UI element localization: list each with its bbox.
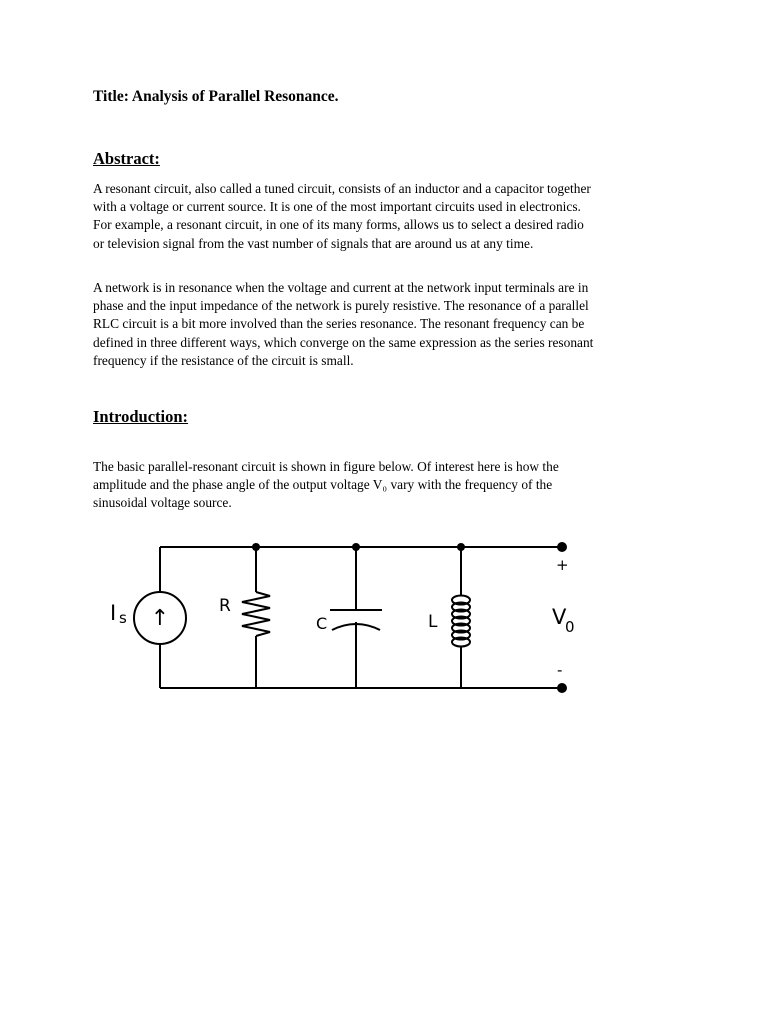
minus-terminal-label: - (557, 661, 563, 679)
output-voltage-label: V (552, 605, 567, 629)
text-line: RLC circuit is a bit more involved than the series resonance. The resonant frequency can be (93, 316, 585, 332)
text-line: sinusoidal voltage source. (93, 495, 232, 511)
source-label: I (110, 601, 117, 625)
text-line: with a voltage or current source. It is one of the most important circuits used in electronics. (93, 199, 581, 215)
inductor-label: L (428, 612, 438, 632)
abstract-heading: Abstract: (93, 149, 160, 168)
abstract-paragraph-2 (93, 279, 683, 370)
text-line: defined in three different ways, which converge on the same expression as the series resonant (93, 334, 594, 350)
output-terminal-negative (557, 683, 567, 693)
source-arrow-icon: ↑ (150, 606, 170, 631)
plus-terminal-label: + (556, 556, 569, 574)
abstract-paragraph-1 (93, 180, 683, 253)
text-line: amplitude and the phase angle of the output voltage V₀ vary with the frequency of the (93, 477, 553, 493)
junction-node (457, 543, 465, 551)
text-line: phase and the input impedance of the network is purely resistive. The resonance of a parallel (93, 298, 589, 314)
junction-node (252, 543, 260, 551)
parallel-rlc-circuit-diagram (0, 530, 768, 710)
text-line: or television signal from the vast number of signals that are around us at any time. (93, 235, 534, 251)
page-title: Title: Analysis of Parallel Resonance. (93, 88, 339, 105)
text-line: frequency if the resistance of the circuit is small. (93, 352, 354, 368)
output-voltage-subscript: 0 (565, 618, 575, 636)
source-label-subscript: s (119, 609, 127, 627)
text-line: A resonant circuit, also called a tuned circuit, consists of an inductor and a capacitor together (93, 181, 591, 196)
output-terminal-positive (557, 542, 567, 552)
introduction-heading: Introduction: (93, 407, 189, 426)
text-line: The basic parallel-resonant circuit is shown in figure below. Of interest here is how the (93, 459, 559, 474)
resistor-label: R (219, 596, 231, 616)
text-line: For example, a resonant circuit, in one of its many forms, allows us to select a desired radio (93, 217, 584, 233)
introduction-paragraph (93, 458, 683, 513)
resistor-symbol (242, 592, 270, 636)
text-line: A network is in resonance when the voltage and current at the network input terminals are in (93, 280, 589, 295)
junction-node (352, 543, 360, 551)
inductor-coil-symbol (452, 596, 470, 647)
capacitor-label: C (316, 614, 328, 633)
